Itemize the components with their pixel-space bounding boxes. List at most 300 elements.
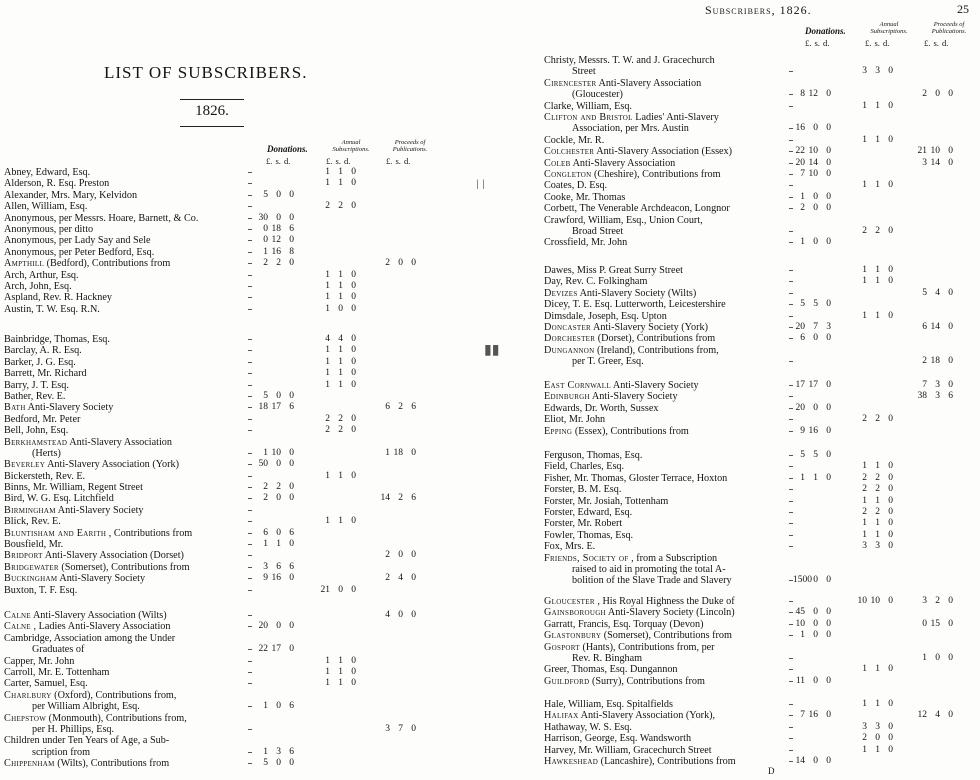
shillings-value: 12 xyxy=(271,235,281,246)
subscriber-name xyxy=(4,391,65,402)
shillings-value: 18 xyxy=(271,223,281,234)
name-text: Anti-Slavery Society (Wilts) xyxy=(579,287,697,299)
donation-amount xyxy=(793,322,832,333)
donation-amount xyxy=(256,573,295,584)
pounds-value: 2 xyxy=(385,573,390,584)
pence-value: 0 xyxy=(826,450,831,460)
pounds-value: 2 xyxy=(922,89,927,100)
shillings-value: 0 xyxy=(813,607,818,618)
pounds-value: 50 xyxy=(258,459,268,470)
name-text: (Lancashire), Contributions from xyxy=(600,755,736,767)
leader-dash xyxy=(248,567,252,568)
donation-amount xyxy=(793,123,832,134)
pounds-value: 2 xyxy=(862,506,867,517)
proceeds-amount xyxy=(378,493,417,504)
donation-amount xyxy=(256,213,295,224)
leader-dash xyxy=(248,763,252,764)
pounds-value: 45 xyxy=(795,607,805,618)
pence-value: 0 xyxy=(289,235,294,246)
pence-value: 0 xyxy=(289,189,294,200)
pounds-value: 2 xyxy=(862,484,867,495)
subscriber-name xyxy=(544,391,678,402)
pence-value: 0 xyxy=(351,516,356,527)
pence-value: 0 xyxy=(351,178,356,189)
pence-value: 6 xyxy=(289,527,294,538)
leader-dash xyxy=(248,195,252,196)
pounds-value: 5 xyxy=(263,758,268,769)
pounds-value: 7 xyxy=(800,168,805,179)
subscriber-name xyxy=(544,699,673,710)
subscriber-name xyxy=(544,311,667,322)
donations-header: Donations. xyxy=(805,26,846,36)
shillings-value: 1 xyxy=(338,167,343,177)
shillings-value: 16 xyxy=(808,425,818,436)
annual-amount xyxy=(318,201,357,212)
donation-amount xyxy=(793,158,832,169)
place-name: Bath xyxy=(4,402,26,414)
leader-dash xyxy=(248,521,252,522)
name-text: Anti-Slavery Association (Wilts) xyxy=(32,610,167,621)
pounds-value: 6 xyxy=(800,333,805,344)
pounds-value: 1 xyxy=(862,461,867,472)
subscriber-name xyxy=(544,215,703,238)
pence-value: 6 xyxy=(411,493,416,504)
pence-value: 0 xyxy=(351,413,356,424)
leader-dash xyxy=(248,487,252,488)
shillings-value: 0 xyxy=(875,733,880,744)
pence-value: 0 xyxy=(888,541,893,552)
pence-value: 0 xyxy=(826,123,831,134)
name-text: Alexander, Mrs. Mary, Kelvidon xyxy=(4,189,138,201)
pounds-value: 2 xyxy=(862,225,867,236)
name-continuation: per H. Phillips, Esq. xyxy=(32,723,115,735)
proceeds-amount xyxy=(915,89,954,100)
subscriber-name xyxy=(544,607,735,618)
name-text: Field, Charles, Esq. xyxy=(544,461,625,473)
donation-amount xyxy=(256,247,295,258)
name-text: Anti-Slavery Society (York) xyxy=(593,321,708,333)
pounds-value: 8 xyxy=(800,89,805,100)
subscriber-name xyxy=(544,288,696,299)
name-text: Barclay, A. R. Esq. xyxy=(4,345,82,357)
name-text: Anti-Slavery Society (Lincoln) xyxy=(607,607,735,619)
shillings-value: 2 xyxy=(875,484,880,495)
pence-value: 0 xyxy=(351,655,356,666)
name-text: (Monmouth), Contributions from, xyxy=(48,712,187,724)
name-text: Anti-Slavery Association xyxy=(69,436,172,448)
shillings-value: 10 xyxy=(808,168,818,179)
place-name: Doncaster xyxy=(544,321,592,333)
name-text: Anti-Slavery Association xyxy=(598,77,702,89)
name-continuation: (Gloucester) xyxy=(572,89,623,101)
pounds-value: 1 xyxy=(862,134,867,145)
name-text: Bainbridge, Thomas, Esq. xyxy=(4,334,110,345)
name-text: Children under Ten Years of Age, a Sub- xyxy=(4,735,170,747)
signature-mark: D xyxy=(768,766,775,776)
proceeds-amount xyxy=(915,653,954,664)
pence-value: 0 xyxy=(888,506,893,517)
pounds-value: 2 xyxy=(862,733,867,744)
pounds-value: 1 xyxy=(800,191,805,202)
leader-dash xyxy=(248,362,252,363)
leader-dash xyxy=(789,231,793,232)
place-name: Calne xyxy=(4,610,31,621)
name-text: , Contributions from xyxy=(108,527,193,539)
name-continuation: Rev. R. Bingham xyxy=(572,652,643,664)
pounds-value: 0 xyxy=(263,235,268,246)
pounds-value: 2 xyxy=(862,472,867,483)
donation-amount xyxy=(793,237,832,248)
subscriber-name xyxy=(544,322,708,333)
donation-amount xyxy=(793,676,832,687)
shillings-value: 14 xyxy=(930,321,940,332)
place-name: Berkhamstead xyxy=(4,436,68,448)
pence-value: 6 xyxy=(411,402,416,413)
pounds-value: 1 xyxy=(385,447,390,458)
annual-amount xyxy=(318,292,357,303)
shillings-value: 18 xyxy=(930,356,940,367)
shillings-value: 0 xyxy=(813,755,818,766)
shillings-value: 2 xyxy=(338,425,343,436)
pence-value: 0 xyxy=(351,379,356,390)
shillings-value: 0 xyxy=(276,621,281,632)
pence-value: 0 xyxy=(888,225,893,236)
year-bottom-rule xyxy=(180,126,244,127)
shillings-value: 0 xyxy=(813,237,818,248)
leader-dash xyxy=(789,185,793,186)
shillings-value: 1 xyxy=(338,379,343,390)
donation-amount xyxy=(793,756,832,767)
subscriber-name xyxy=(544,496,668,507)
shillings-value: 3 xyxy=(875,541,880,552)
pence-value: 0 xyxy=(888,699,893,709)
shillings-value: 10 xyxy=(930,146,940,157)
pence-value: 0 xyxy=(826,380,831,390)
pence-value: 0 xyxy=(888,461,893,472)
annual-amount xyxy=(855,518,894,529)
annual-amount xyxy=(318,345,357,356)
pence-value: 6 xyxy=(289,561,294,572)
name-text: Binns, Mr. William, Regent Street xyxy=(4,482,143,494)
pence-value: 0 xyxy=(411,550,416,561)
annual-amount xyxy=(318,281,357,292)
shillings-value: 1 xyxy=(276,539,281,550)
pounds-value: 1 xyxy=(325,356,330,367)
subscriber-name xyxy=(4,414,80,425)
pence-value: 8 xyxy=(289,246,294,257)
page-number: 25 xyxy=(957,2,969,16)
subscriber-name xyxy=(4,505,144,516)
subscriber-name xyxy=(544,403,658,414)
pounds-value: 1 xyxy=(862,310,867,321)
pence-value: 0 xyxy=(948,89,953,100)
subscriber-name xyxy=(4,368,87,379)
pounds-value: 1 xyxy=(263,246,268,257)
pence-value: 0 xyxy=(289,493,294,504)
pounds-value: 2 xyxy=(263,493,268,504)
pounds-value: 22 xyxy=(795,146,805,157)
shillings-value: 17 xyxy=(808,380,818,390)
name-text: Anti-Slavery Society xyxy=(57,504,144,516)
leader-dash xyxy=(248,729,252,730)
name-text: Cockle, Mr. R. xyxy=(544,134,605,146)
pounds-value: 5 xyxy=(922,287,927,298)
leader-dash xyxy=(248,615,252,616)
leader-dash xyxy=(248,476,252,477)
shillings-value: 16 xyxy=(808,710,818,721)
subscriber-name xyxy=(4,380,69,391)
pounds-value: 9 xyxy=(800,425,805,436)
donation-amount xyxy=(793,710,832,721)
shillings-value: 0 xyxy=(398,610,403,620)
subscriber-name xyxy=(4,167,90,178)
place-name: Gainsborough xyxy=(544,607,606,619)
shillings-value: 0 xyxy=(813,630,818,641)
units-annual: £. s. d. xyxy=(865,38,890,48)
name-continuation: raised to aid in promoting the total A- xyxy=(572,563,726,575)
donation-amount xyxy=(793,575,832,586)
place-name: Epping xyxy=(544,425,573,437)
pounds-value: 1 xyxy=(325,678,330,689)
subscriber-name xyxy=(4,516,61,527)
place-name: Ampthill xyxy=(4,258,45,270)
name-text: Hathaway, W. S. Esq. xyxy=(544,721,632,733)
name-text: Carroll, Mr. E. Tottenham xyxy=(4,666,110,678)
shillings-value: 0 xyxy=(935,89,940,100)
shillings-value: 16 xyxy=(271,246,281,257)
leader-dash xyxy=(248,286,252,287)
name-text: (Cheshire), Contributions from xyxy=(594,168,721,180)
shillings-value: 6 xyxy=(276,561,281,572)
pence-value: 0 xyxy=(351,167,356,177)
shillings-value: 3 xyxy=(875,66,880,77)
subscriber-name xyxy=(4,493,114,504)
donation-amount xyxy=(256,493,295,504)
shillings-value: 0 xyxy=(813,575,818,586)
subscriber-name xyxy=(544,169,721,180)
name-text: Forster, Mr. Robert xyxy=(544,518,623,530)
pence-value: 0 xyxy=(289,482,294,493)
place-name: Congleton xyxy=(544,168,592,180)
proceeds-amount xyxy=(915,596,954,607)
shillings-value: 1 xyxy=(813,472,818,483)
shillings-value: 0 xyxy=(276,189,281,200)
pounds-value: 1 xyxy=(862,529,867,540)
donation-amount xyxy=(256,562,295,573)
leader-dash xyxy=(248,706,252,707)
annual-amount xyxy=(318,167,357,178)
leader-dash xyxy=(248,672,252,673)
subscriber-name xyxy=(544,180,607,191)
pence-value: 0 xyxy=(289,258,294,269)
leader-dash xyxy=(789,523,793,524)
shillings-value: 0 xyxy=(813,191,818,202)
pounds-value: 6 xyxy=(922,321,927,332)
subscriber-name xyxy=(544,158,675,169)
pence-value: 0 xyxy=(888,596,893,606)
annual-amount xyxy=(318,304,357,315)
leader-dash xyxy=(248,626,252,627)
shillings-value: 2 xyxy=(338,413,343,424)
pence-value: 0 xyxy=(351,425,356,436)
name-text: Dimsdale, Joseph, Esq. Upton xyxy=(544,310,667,322)
pounds-value: 6 xyxy=(263,527,268,538)
pounds-value: 1 xyxy=(325,379,330,390)
pounds-value: 5 xyxy=(263,189,268,200)
shillings-value: 0 xyxy=(813,618,818,629)
pounds-value: 3 xyxy=(862,66,867,77)
pounds-value: 20 xyxy=(795,157,805,168)
shillings-value: 1 xyxy=(875,495,880,506)
subscriber-name xyxy=(4,550,184,561)
pence-value: 0 xyxy=(351,356,356,367)
donation-amount xyxy=(256,224,295,235)
pence-value: 0 xyxy=(351,303,356,314)
donation-amount xyxy=(793,619,832,630)
name-text: Barry, J. T. Esq. xyxy=(4,379,69,391)
annual-amount xyxy=(855,699,894,710)
shillings-value: 5 xyxy=(813,450,818,460)
place-name: Charlbury xyxy=(4,689,52,701)
pounds-value: 1 xyxy=(263,701,268,712)
leader-dash xyxy=(789,419,793,420)
annual-amount xyxy=(855,507,894,518)
shillings-value: 0 xyxy=(813,333,818,344)
subscriber-name xyxy=(4,402,113,413)
leader-dash xyxy=(248,407,252,408)
pence-value: 0 xyxy=(826,157,831,168)
name-text: Austin, T. W. Esq. R.N. xyxy=(4,303,100,315)
shillings-value: 2 xyxy=(875,414,880,425)
shillings-value: 7 xyxy=(398,723,403,734)
name-text: Coates, D. Esq. xyxy=(544,180,608,192)
subscriber-name xyxy=(544,710,715,721)
place-name: Guildford xyxy=(544,675,590,687)
donation-amount xyxy=(256,258,295,269)
shillings-value: 0 xyxy=(813,203,818,214)
annual-amount xyxy=(855,664,894,675)
proceeds-amount xyxy=(915,288,954,299)
donation-amount xyxy=(793,450,832,461)
name-continuation: bolition of the Slave Trade and Slavery xyxy=(572,575,732,587)
name-text: Aspland, Rev. R. Hackney xyxy=(4,292,112,304)
name-continuation: Broad Street xyxy=(572,225,624,237)
pence-value: 0 xyxy=(948,710,953,721)
shillings-value: 3 xyxy=(935,391,940,402)
name-text: Day, Rev. C. Folkingham xyxy=(544,276,648,288)
pence-value: 0 xyxy=(351,470,356,481)
pounds-value: 1 xyxy=(862,495,867,506)
pence-value: 6 xyxy=(289,746,294,757)
pounds-value: 3 xyxy=(862,721,867,732)
pounds-value: 0 xyxy=(263,223,268,234)
leader-dash xyxy=(248,263,252,264)
subscriber-name xyxy=(544,203,730,214)
subscriber-name xyxy=(4,621,170,632)
pounds-value: 1 xyxy=(325,655,330,666)
pence-value: 0 xyxy=(826,675,831,686)
subscriber-name xyxy=(4,690,176,713)
subscriber-name xyxy=(544,553,732,587)
subscriber-name xyxy=(4,633,175,656)
annual-amount xyxy=(855,276,894,287)
pence-value: 6 xyxy=(289,402,294,413)
pounds-value: 1 xyxy=(862,699,867,709)
name-text: Greer, Thomas, Esq. Dungannon xyxy=(544,664,678,676)
leader-dash xyxy=(248,396,252,397)
annual-amount xyxy=(855,180,894,191)
subscriber-name xyxy=(544,276,647,287)
annual-amount xyxy=(855,66,894,77)
name-text: (Somerset), Contributions from xyxy=(603,630,732,642)
name-text: Anonymous, per Peter Bedford, Esq. xyxy=(4,246,155,258)
name-text: Dicey, T. E. Esq. Lutterworth, Leicestershire xyxy=(544,299,726,311)
pence-value: 0 xyxy=(888,529,893,540)
leader-dash xyxy=(789,601,793,602)
pounds-value: 1 xyxy=(325,470,330,481)
annual-amount xyxy=(855,461,894,472)
name-text: (Somerset), Contributions from xyxy=(61,561,190,573)
shillings-value: 1 xyxy=(338,280,343,291)
pence-value: 0 xyxy=(351,334,356,344)
annual-amount xyxy=(318,357,357,368)
pounds-value: 18 xyxy=(258,402,268,413)
pence-value: 0 xyxy=(351,280,356,291)
shillings-value: 15 xyxy=(930,618,940,629)
pounds-value: 30 xyxy=(258,212,268,223)
leader-dash xyxy=(248,218,252,219)
shillings-value: 1 xyxy=(875,461,880,472)
shillings-value: 0 xyxy=(276,390,281,401)
shillings-value: 1 xyxy=(338,368,343,379)
pence-value: 0 xyxy=(948,321,953,332)
pounds-value: 3 xyxy=(862,541,867,552)
shillings-value: 0 xyxy=(276,493,281,504)
subscriber-name xyxy=(4,735,169,758)
leader-dash xyxy=(248,752,252,753)
place-name: Gloucester xyxy=(544,596,595,607)
donation-amount xyxy=(256,747,295,758)
leader-dash xyxy=(789,546,793,547)
shillings-value: 1 xyxy=(338,178,343,189)
subscriber-name xyxy=(544,414,605,425)
donation-amount xyxy=(256,402,295,413)
pounds-value: 1 xyxy=(325,516,330,527)
subscriber-name xyxy=(4,201,87,212)
shillings-value: 1 xyxy=(338,269,343,280)
name-continuation: Street xyxy=(572,66,596,78)
name-text: Anti-Slavery Association (York), xyxy=(580,710,716,722)
name-text: (Essex), Contributions from xyxy=(574,425,689,437)
shillings-value: 2 xyxy=(935,596,940,606)
shillings-value: 1 xyxy=(338,655,343,666)
year-label: 1826. xyxy=(195,103,229,119)
annual-subscriptions-header: Annual Subscriptions. xyxy=(332,139,370,153)
subscriber-name xyxy=(4,656,74,667)
place-name: Glastonbury xyxy=(544,630,602,642)
shillings-value: 1 xyxy=(875,100,880,111)
pounds-value: 22 xyxy=(258,644,268,655)
annual-amount xyxy=(318,380,357,391)
name-text: Harvey, Mr. William, Gracechurch Street xyxy=(544,744,712,756)
name-continuation: Graduates of xyxy=(32,644,85,656)
subscriber-name xyxy=(4,178,109,189)
subscriber-name xyxy=(544,530,633,541)
pounds-value: 3 xyxy=(263,561,268,572)
annual-amount xyxy=(855,496,894,507)
pence-value: 0 xyxy=(826,575,831,586)
annual-amount xyxy=(855,226,894,237)
